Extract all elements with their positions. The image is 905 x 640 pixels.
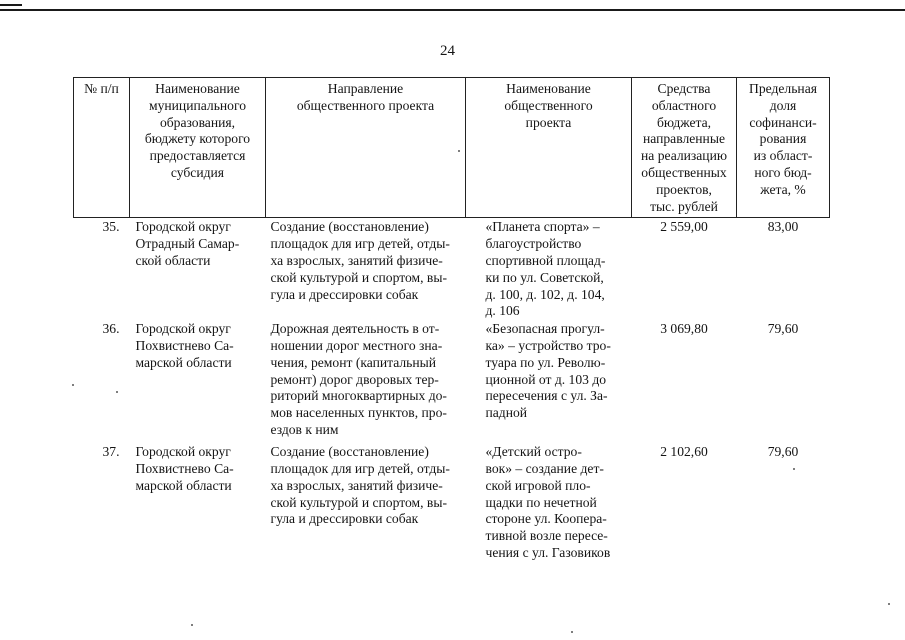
row-municipality: Городской округ Отрадный Самар- ской области [135,219,240,268]
scan-speck [191,624,193,626]
row-funds: 3 069,80 [660,321,708,337]
page-number: 24 [440,43,455,59]
row-project: «Безопасная прогул- ка» – устройство тро- туара по ул. Револю- ционной от д. 103 до пересечения с ул. За- падной [485,321,611,421]
scan-speck [116,391,118,393]
scan-speck [458,150,460,152]
row-direction: Создание (восстановление) площадок для игр детей, отды- ха взрослых, занятий физиче- ской культурой и спортом, вы- гула и дрессировки собак [270,219,450,302]
row-municipality: Городской округ Похвистнево Са- марской области [135,321,234,370]
header-share: Предельная доля софинанси- рования из област- ного бюд- жета, % [737,78,830,218]
row-share: 79,60 [767,444,799,460]
row-funds: 2 559,00 [660,219,708,235]
scan-top-rule [0,9,905,11]
table-header-row [74,78,830,218]
header-municipality: Наименование муниципального образования, бюджету которого предоставляется субсидия [130,78,266,218]
scan-speck [793,468,795,470]
row-municipality: Городской округ Похвистнево Са- марской области [135,444,234,493]
scan-speck [72,384,74,386]
row-number: 36. [102,321,120,337]
subsidy-table [73,77,830,562]
table-row [74,443,830,562]
row-funds: 2 102,60 [660,444,708,460]
row-share: 79,60 [767,321,799,337]
scan-speck [888,603,890,605]
header-number: № п/п [74,78,130,218]
scan-speck [571,631,573,633]
header-project: Наименование общественного проекта [466,78,632,218]
row-number: 35. [102,219,120,235]
row-project: «Планета спорта» – благоустройство спортивной площад- ки по ул. Советской, д. 100, д. 102, д. 104, д. 106 [485,219,606,319]
row-number: 37. [102,444,120,460]
header-funds: Средства областного бюджета, направленные на реализацию общественных проектов, тыс. рублей [632,78,737,218]
table-row [74,218,830,320]
table-row [74,320,830,443]
row-direction: Создание (восстановление) площадок для игр детей, отды- ха взрослых, занятий физиче- ской культурой и спортом, вы- гула и дрессировки собак [270,444,450,527]
row-share: 83,00 [767,219,799,235]
row-direction: Дорожная деятельность в от- ношении дорог местного зна- чения, ремонт (капитальный ремонт) дорог дворовых тер- риторий многоквартирных до- мов населенных пунктов, про- ездов к ним [270,321,447,437]
scan-top-dash [0,4,22,6]
row-project: «Детский остро- вок» – создание дет- ской игровой пло- щадки по нечетной стороне ул. Коопера- тивной возле пересе- чения с ул. Газовиков [485,444,611,560]
header-direction: Направление общественного проекта [266,78,466,218]
